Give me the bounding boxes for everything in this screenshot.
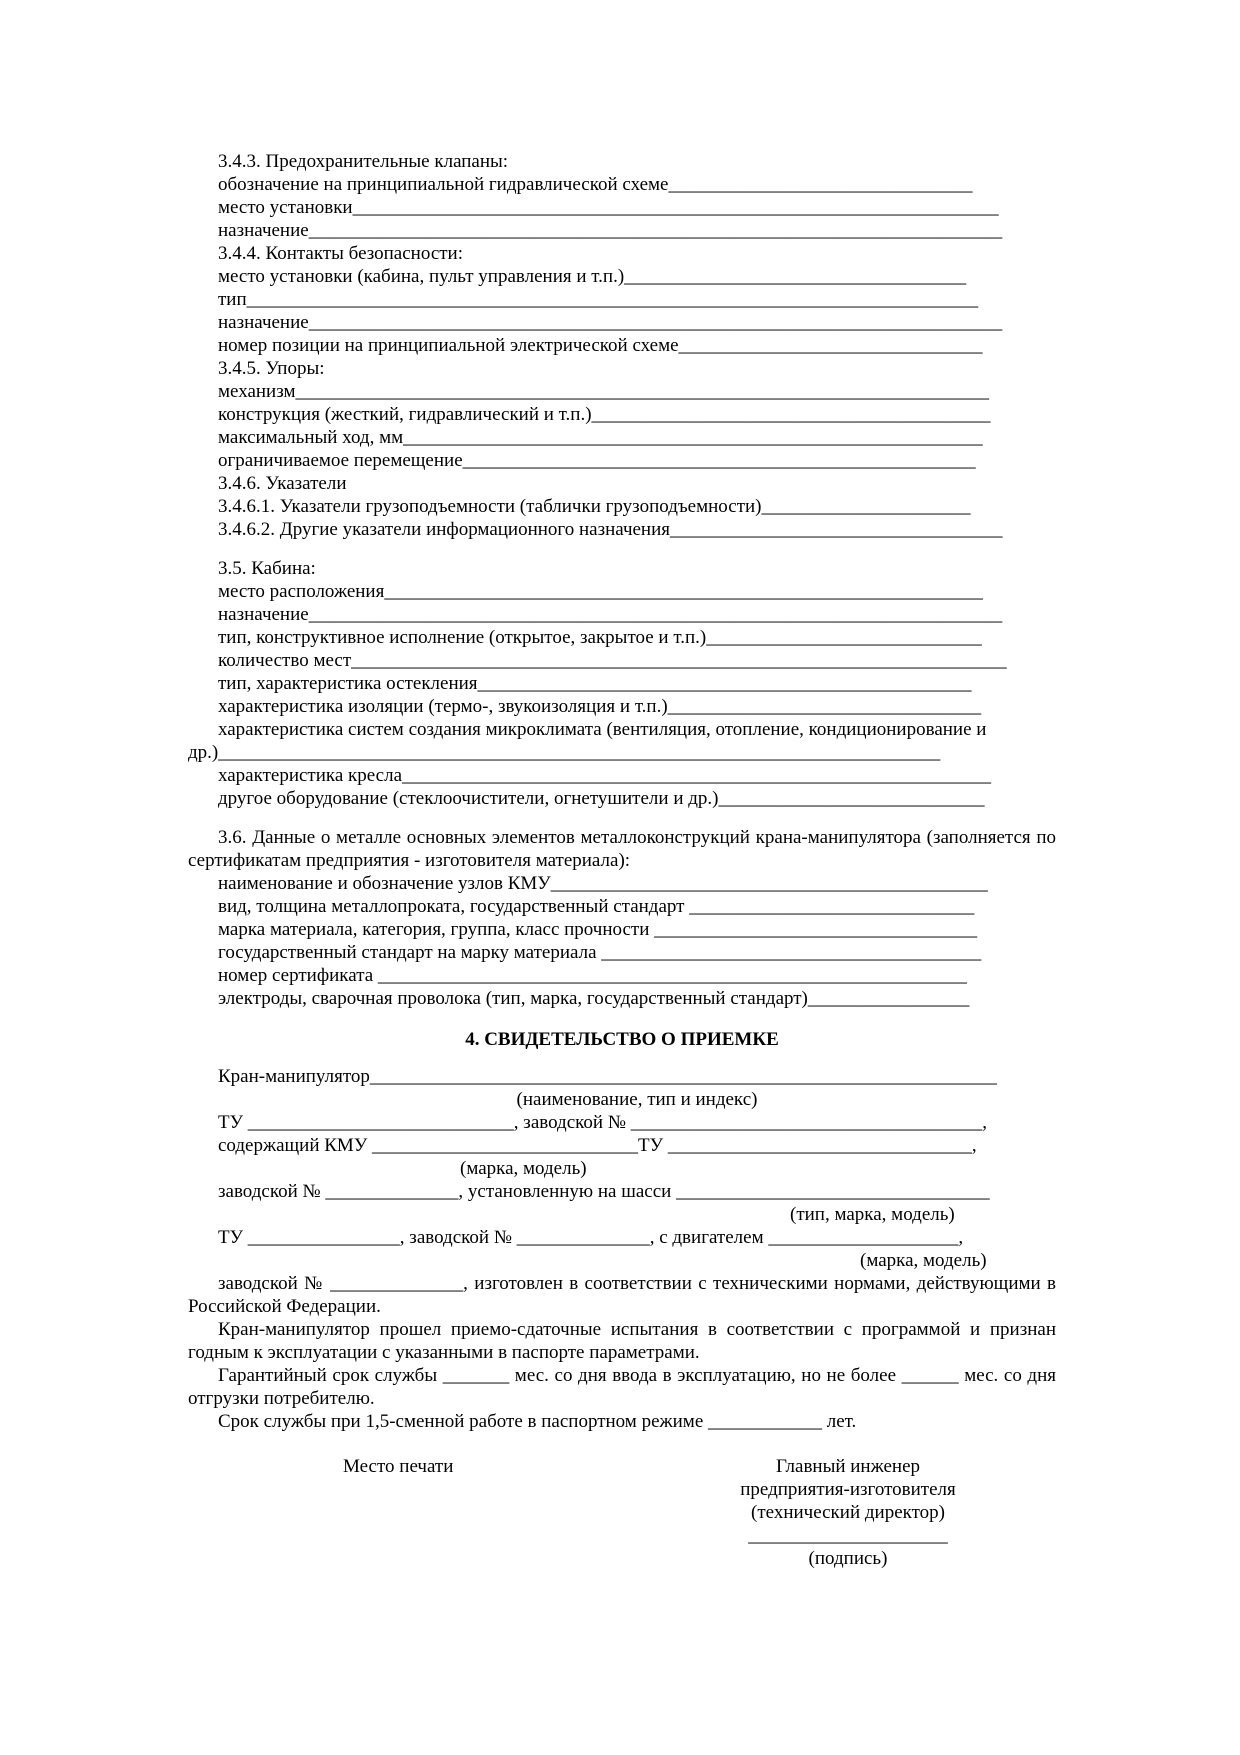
field-cabin-purpose: назначение_________________________________________________________________________ bbox=[218, 604, 1003, 625]
cert-crane-note: (наименование, тип и индекс) bbox=[516, 1089, 758, 1110]
cert-paragraph-2: Кран-манипулятор прошел приемо-сдаточные испытания в соответствии с программой и признан годным к эксплуатации с указанными в паспорте параметрами. bbox=[188, 1319, 1056, 1363]
cert-engine-line: ТУ ________________, заводской № ______________, с двигателем ____________________, bbox=[218, 1227, 964, 1248]
field-other-indicators: 3.4.6.2. Другие указатели информационного назначения___________________________________ bbox=[218, 519, 1003, 540]
cert-paragraph-3: Гарантийный срок службы _______ мес. со дня ввода в эксплуатацию, но не более ______ мес. со дня отгрузки потребителю. bbox=[188, 1365, 1056, 1409]
field-electrical-position: номер позиции на принципиальной электрической схеме________________________________ bbox=[218, 335, 983, 356]
field-contact-type: тип_____________________________________________________________________________ bbox=[218, 289, 979, 310]
cert-engine-note: (марка, модель) bbox=[860, 1250, 987, 1271]
section-3-4-5-title: 3.4.5. Упоры: bbox=[218, 358, 325, 379]
cert-crane-line: Кран-манипулятор__________________________________________________________________ bbox=[218, 1066, 997, 1087]
signature-area bbox=[188, 1455, 1056, 1625]
field-max-stroke: максимальный ход, мм_____________________________________________________________ bbox=[218, 427, 983, 448]
section-3-4-6-title: 3.4.6. Указатели bbox=[218, 473, 347, 494]
field-contact-location: место установки (кабина, пульт управления и т.п.)____________________________________ bbox=[218, 266, 967, 287]
field-valve-location: место установки____________________________________________________________________ bbox=[218, 197, 999, 218]
field-glazing: тип, характеристика остекления____________________________________________________ bbox=[218, 673, 972, 694]
section-3-6-paragraph: 3.6. Данные о металле основных элементов металлоконструкций крана-манипулятора (заполняется по сертификатам предприятия - изготовителя материала): bbox=[188, 827, 1056, 871]
field-capacity-indicators: 3.4.6.1. Указатели грузоподъемности (таблички грузоподъемности)______________________ bbox=[218, 496, 971, 517]
signature-block bbox=[708, 1455, 988, 1570]
signer-title-3: (технический директор) bbox=[751, 1502, 945, 1523]
cert-kmu-note: (марка, модель) bbox=[460, 1158, 587, 1179]
field-microclimate: характеристика систем создания микроклимата (вентиляция, отопление, кондиционирование и bbox=[218, 719, 987, 740]
section-4-heading: 4. СВИДЕТЕЛЬСТВО О ПРИЕМКЕ bbox=[465, 1029, 779, 1050]
field-insulation: характеристика изоляции (термо-, звукоизоляция и т.п.)_________________________________ bbox=[218, 696, 982, 717]
field-other-equipment: другое оборудование (стеклоочистители, огнетушители и др.)____________________________ bbox=[218, 788, 985, 809]
field-certificate-number: номер сертификата ______________________________________________________________ bbox=[218, 965, 967, 986]
field-cabin-location: место расположения_______________________________________________________________ bbox=[218, 581, 983, 602]
field-seat-count: количество мест_____________________________________________________________________ bbox=[218, 650, 1007, 671]
cert-chassis-line: заводской № ______________, установленную на шасси _________________________________ bbox=[218, 1181, 990, 1202]
signer-title-1: Главный инженер bbox=[775, 1456, 921, 1477]
field-stop-construction: конструкция (жесткий, гидравлический и т.п.)__________________________________________ bbox=[218, 404, 991, 425]
field-cabin-type: тип, конструктивное исполнение (открытое, закрытое и т.п.)_____________________________ bbox=[218, 627, 982, 648]
cert-chassis-note: (тип, марка, модель) bbox=[790, 1204, 955, 1225]
field-hydraulic-designation: обозначение на принципиальной гидравлической схеме________________________________ bbox=[218, 174, 973, 195]
field-electrodes: электроды, сварочная проволока (тип, марка, государственный стандарт)_________________ bbox=[218, 988, 970, 1009]
field-material-standard: государственный стандарт на марку материала ________________________________________ bbox=[218, 942, 982, 963]
field-microclimate-cont: др.)____________________________________________________________________________ bbox=[188, 742, 941, 763]
field-valve-purpose: назначение_________________________________________________________________________ bbox=[218, 220, 1003, 241]
cert-tu-line: ТУ ____________________________, заводской № _____________________________________, bbox=[218, 1112, 987, 1133]
stamp-place: Место печати bbox=[343, 1456, 454, 1477]
cert-kmu-line: содержащий КМУ ____________________________ТУ ________________________________, bbox=[218, 1135, 977, 1156]
field-metal-thickness: вид, толщина металлопроката, государственный стандарт ______________________________ bbox=[218, 896, 975, 917]
section-3-4-3-title: 3.4.3. Предохранительные клапаны: bbox=[218, 151, 509, 172]
field-kmu-units: наименование и обозначение узлов КМУ______________________________________________ bbox=[218, 873, 988, 894]
signature-line: _____________________ bbox=[748, 1525, 948, 1546]
section-3-4-4-title: 3.4.4. Контакты безопасности: bbox=[218, 243, 463, 264]
cert-paragraph-1: заводской № ______________, изготовлен в соответствии с техническими нормами, действующими в Российской Федерации. bbox=[188, 1273, 1056, 1317]
section-3-5-title: 3.5. Кабина: bbox=[218, 558, 316, 579]
cert-paragraph-4: Срок службы при 1,5-сменной работе в паспортном режиме ____________ лет. bbox=[218, 1411, 857, 1432]
signer-title-2: предприятия-изготовителя bbox=[740, 1479, 956, 1500]
field-seat: характеристика кресла______________________________________________________________ bbox=[218, 765, 992, 786]
field-stop-mechanism: механизм_________________________________________________________________________ bbox=[218, 381, 989, 402]
field-contact-purpose: назначение_________________________________________________________________________ bbox=[218, 312, 1003, 333]
field-material-grade: марка материала, категория, группа, класс прочности __________________________________ bbox=[218, 919, 978, 940]
document-content bbox=[188, 150, 1056, 1625]
field-limited-movement: ограничиваемое перемещение______________________________________________________ bbox=[218, 450, 976, 471]
signature-caption: (подпись) bbox=[808, 1548, 888, 1569]
